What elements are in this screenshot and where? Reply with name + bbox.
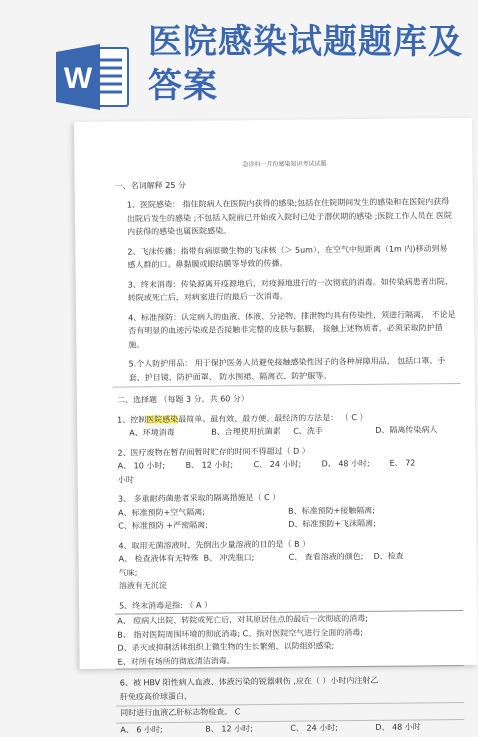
question-options xyxy=(120,719,460,736)
option: C、洗手 xyxy=(293,426,323,436)
question-stem: 3、 多重耐药菌患者采取的隔离措施是（ C ） xyxy=(117,492,281,504)
option: E、 72 xyxy=(389,458,416,468)
banner xyxy=(0,0,474,118)
option: B、 12 小时; xyxy=(205,723,253,734)
option: C、 查看溶液的颜色; xyxy=(288,551,364,562)
option: D、检查 xyxy=(373,551,404,561)
option: B、合理使用抗菌素 xyxy=(211,426,281,437)
question-stem: 2、医疗废物在暂存间暂时贮存的时间不得超过（ D ） xyxy=(117,446,310,458)
option: D、标准预防+飞沫隔离; xyxy=(288,518,376,529)
option: D、 48 小时 xyxy=(375,721,421,732)
question-stem: 肝免疫高价球蛋白， xyxy=(119,691,193,702)
part2-title: 二、选择题 （每题 3 分，共 60 分） xyxy=(116,394,249,405)
option: A、 痘病人出院、转院或死亡后，对其原居住点的最后一次彻底的消毒; xyxy=(117,613,368,626)
option: A、 检查液体有无特殊气味; xyxy=(118,553,199,578)
document-page xyxy=(74,118,478,735)
document-body xyxy=(114,118,460,737)
option: B、标准预防+接触隔离; xyxy=(288,505,376,516)
term-item: 5.个人防护用品： 用于保护医务人员避免接触感染性因子的各种屏障用品， 包括口罩、手套、护目镜、防护面罩、 防水围裙、隔离衣、防护服等。 xyxy=(128,356,446,382)
option: A、 6 小时; xyxy=(120,724,163,735)
option: E、对所有场所的彻底清洁消毒。 xyxy=(117,655,235,667)
option: B、 指对医院周围环境的彻底消毒; C、指对医院空气进行全面的消毒; xyxy=(117,627,363,640)
question-stem: 4、取用无菌溶液时，先倒出少量溶液的目的是（ B ） xyxy=(118,539,311,551)
term-item: 2、飞沫传播：指带有病原微生物的飞沫核（＞ 5um），在空气中短距离（1m 内)移动到易感人群的口、鼻黏膜或眼结膜等导致的传播。 xyxy=(127,243,448,270)
option: D、杀灭或抑制活体组织上微生物的生长繁殖，以防组织感染; xyxy=(117,641,335,653)
term-item: 1、医院感染： 指住院病人在医院内获得的感染;包括在住院期间发生的感染和在医院内获得出院后发生的感染 ;不包括入院前已开始或入院时已处于潜伏期的感染 ;医院工作人员在 医院内获得的感染也属医院感染。 xyxy=(126,197,453,237)
option: C、 24 小时; xyxy=(253,459,302,470)
document-heading: 急诊科一月份感染知识考试试题 xyxy=(242,160,327,169)
option-continuation: 小时 xyxy=(117,474,134,485)
part1-title: 一、名词解释 25 分 xyxy=(114,180,186,191)
term-item: 3、终末消毒：传染源离开疫源地后，对疫源地进行的一次彻底的消毒。如传染病患者出院、转院或死亡后，对病室进行的最后一次消毒。 xyxy=(127,276,453,303)
option: B、 12 小时; xyxy=(185,460,234,470)
option: A、 10 小时; xyxy=(117,461,166,471)
term-item: 4、标准预防：认定病人的血液、体液、分泌物、排泄物均具有传染性，须进行隔离， 不论是否有明显的血迹污染或是否接触非完整的皮肤与黏膜， 接触上述物质者，必须采取防护措施。 xyxy=(128,309,456,349)
option: D、隔离传染病人 xyxy=(375,425,438,435)
question-options xyxy=(119,549,459,580)
word-document-icon xyxy=(56,42,130,112)
question-stem: 5、终末消毒是指: （ A ） xyxy=(119,600,212,611)
option: B、 冲洗瓶口; xyxy=(203,553,255,563)
logo-letter: W xyxy=(63,62,93,95)
option: D、 48 小时; xyxy=(321,458,370,469)
option: C、 24 小时; xyxy=(290,722,338,733)
option: A、环境消毒 xyxy=(129,427,175,438)
question-stem: 6、被 HBV 阳性病人血液、体液污染的锐器刺伤 ,应在（ ）小时内注射乙 xyxy=(119,675,379,688)
option: C、标准预防 +严密隔离; xyxy=(118,520,208,531)
question-stem: 1、控制医院感染最简单、最有效、最方便、最经济的方法是： （ C ） xyxy=(117,412,368,425)
question-stem: 同时进行血液乙肝标志物检查。 C xyxy=(120,707,241,718)
option-continuation: 溶液有无沉淀 xyxy=(118,581,167,591)
page-title: 医院感染试题题库及答案 xyxy=(148,22,463,106)
option: A、标准预防+空气隔离; xyxy=(118,507,206,518)
question-options xyxy=(115,610,464,670)
